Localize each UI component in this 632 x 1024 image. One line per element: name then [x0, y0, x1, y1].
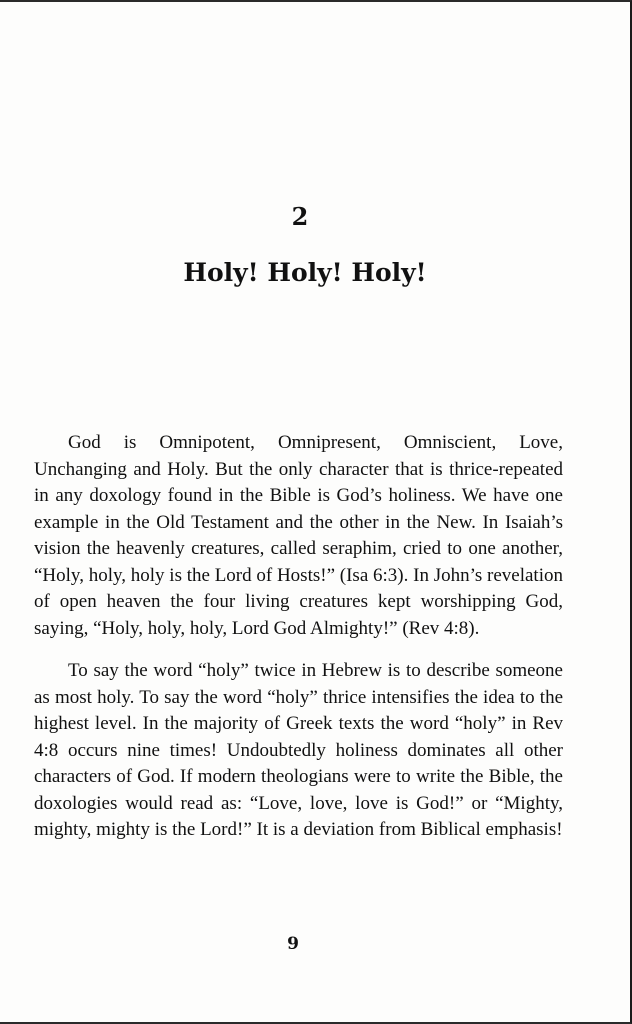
chapter-body — [34, 430, 563, 844]
paragraph-1: God is Omnipotent, Omnipresent, Omniscient, Love, Unchanging and Holy. But the only character that is thrice-repeated in any doxology found in the Bible is God’s holiness. We have one example in the Old Testament and the other in the New. In Isaiah’s vision the heavenly creatures, called seraphim, cried to one another, “Holy, holy, holy is the Lord of Hosts!” (Isa 6:3). In John’s revelation of open heaven the four living creatures kept worshipping God, saying, “Holy, holy, holy, Lord God Almighty!” (Rev 4:8). — [34, 432, 563, 639]
chapter-number: 2 — [291, 202, 309, 231]
chapter-title: Holy! Holy! Holy! — [183, 258, 427, 287]
paragraph-2: To say the word “holy” twice in Hebrew is to describe someone as most holy. To say the word “holy” thrice intensifies the idea to the highest level. In the majority of Greek texts the word “holy” in Rev 4:8 occurs nine times! Undoubtedly holiness dominates all other characters of God. If modern theologians were to write the Bible, the doxologies would read as: “Love, love, love is God!” or “Mighty, mighty, mighty is the Lord!” It is a deviation from Biblical emphasis! — [34, 660, 563, 840]
page-number: 9 — [287, 934, 299, 954]
